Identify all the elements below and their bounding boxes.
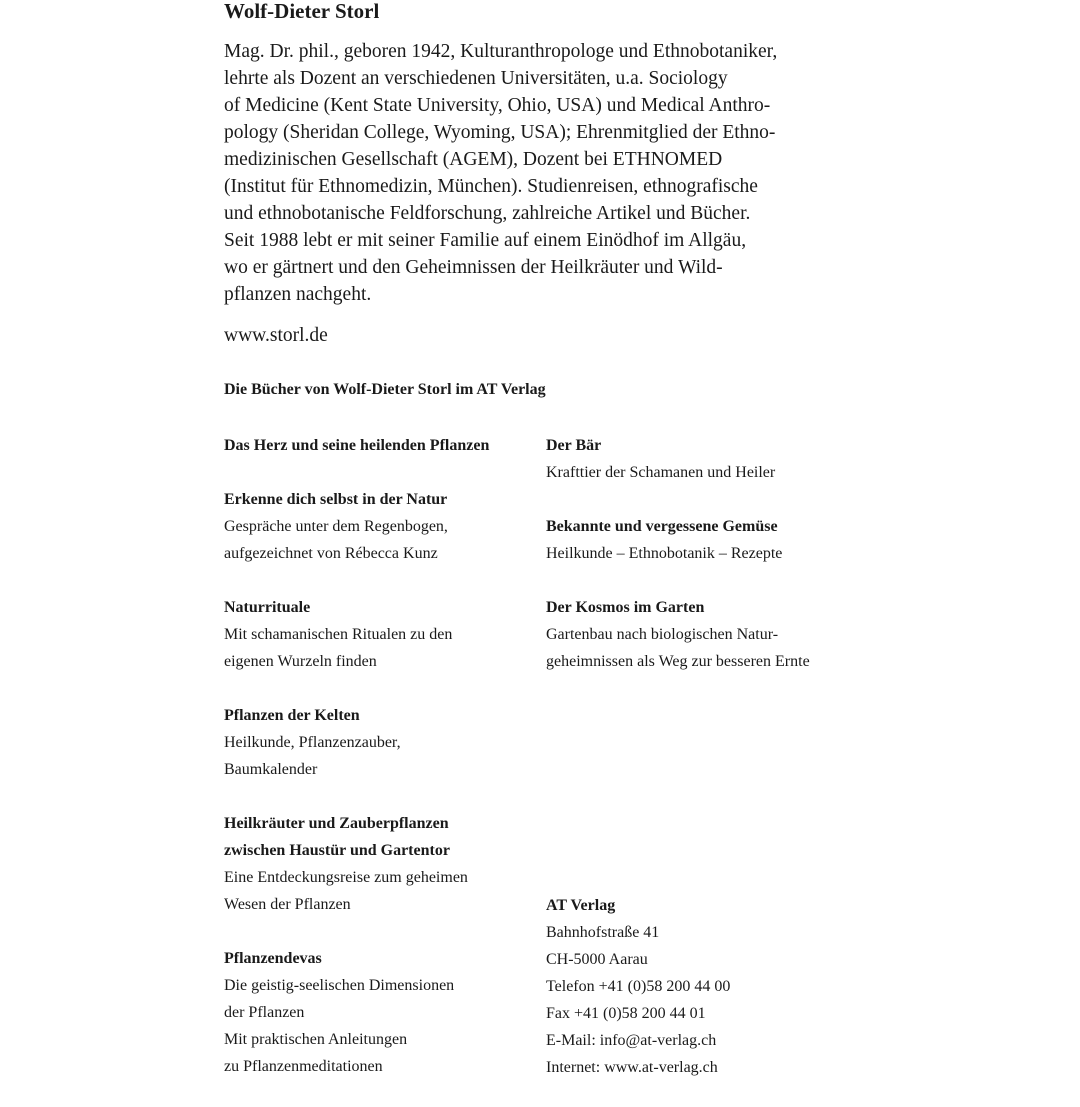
book-subtitle: aufgezeichnet von Rébecca Kunz [224, 545, 438, 562]
bio-line: Seit 1988 lebt er mit seiner Familie auf einem Einödhof im Allgäu, [224, 230, 747, 251]
book-title: Pflanzen der Kelten [224, 707, 360, 724]
book-entry [224, 594, 544, 675]
book-title: Erkenne dich selbst in der Natur [224, 491, 448, 508]
book-subtitle: Heilkunde, Pflanzenzauber, [224, 734, 401, 751]
book-entry [224, 810, 544, 918]
publisher-line: E-Mail: info@at-verlag.ch [546, 1032, 717, 1049]
book-title: Der Bär [546, 437, 602, 454]
books-heading: Die Bücher von Wolf-Dieter Storl im AT Verlag [224, 381, 546, 398]
book-subtitle: Die geistig-seelischen Dimensionen [224, 977, 455, 994]
book-subtitle: der Pflanzen [224, 1004, 305, 1021]
bio-line: pflanzen nachgeht. [224, 284, 372, 305]
book-subtitle: Heilkunde – Ethnobotanik – Rezepte [546, 545, 783, 562]
book-title: Der Kosmos im Garten [546, 599, 705, 616]
book-entry [224, 486, 544, 567]
book-title: Heilkräuter und Zauberpflanzen [224, 815, 449, 832]
book-entry [546, 432, 866, 486]
bio-line: und ethnobotanische Feldforschung, zahlreiche Artikel und Bücher. [224, 203, 751, 224]
bio-line: (Institut für Ethnomedizin, München). Studienreisen, ethnografische [224, 176, 758, 197]
book-subtitle: eigenen Wurzeln finden [224, 653, 377, 670]
publisher-line: Bahnhofstraße 41 [546, 924, 660, 941]
book-title: Naturrituale [224, 599, 311, 616]
book-subtitle: Mit praktischen Anleitungen [224, 1031, 408, 1048]
book-entry [546, 594, 866, 675]
book-entry [224, 432, 544, 459]
book-subtitle: Baumkalender [224, 761, 318, 778]
book-title: Pflanzendevas [224, 950, 322, 967]
author-website: www.storl.de [224, 325, 328, 346]
bio-line: pology (Sheridan College, Wyoming, USA); Ehrenmitglied der Ethno- [224, 122, 776, 143]
books-left-column [224, 432, 544, 1107]
book-title: Das Herz und seine heilenden Pflanzen [224, 437, 490, 454]
publisher-line: CH-5000 Aarau [546, 951, 648, 968]
author-bio [224, 38, 884, 308]
book-subtitle: Eine Entdeckungsreise zum geheimen [224, 869, 468, 886]
book-entry [546, 513, 866, 567]
book-subtitle: Gespräche unter dem Regenbogen, [224, 518, 448, 535]
publisher-name: AT Verlag [546, 897, 616, 914]
book-entry [224, 945, 544, 1080]
book-entry [224, 702, 544, 783]
bio-line: wo er gärtnert und den Geheimnissen der Heilkräuter und Wild- [224, 257, 723, 278]
publisher-line: Fax +41 (0)58 200 44 01 [546, 1005, 706, 1022]
publisher-line: Telefon +41 (0)58 200 44 00 [546, 978, 731, 995]
publisher-line: Internet: www.at-verlag.ch [546, 1059, 718, 1076]
book-subtitle: Wesen der Pflanzen [224, 896, 351, 913]
books-right-column [546, 432, 866, 702]
book-subtitle: Mit schamanischen Ritualen zu den [224, 626, 453, 643]
book-title: Bekannte und vergessene Gemüse [546, 518, 778, 535]
book-subtitle: Krafttier der Schamanen und Heiler [546, 464, 776, 481]
book-subtitle: geheimnissen als Weg zur besseren Ernte [546, 653, 810, 670]
bio-line: medizinischen Gesellschaft (AGEM), Dozent bei ETHNOMED [224, 149, 723, 170]
publisher-address [546, 892, 730, 1081]
book-subtitle: Gartenbau nach biologischen Natur- [546, 626, 779, 643]
bio-line: lehrte als Dozent an verschiedenen Universitäten, u.a. Sociology [224, 68, 728, 89]
book-subtitle: zu Pflanzenmeditationen [224, 1058, 383, 1075]
bio-line: of Medicine (Kent State University, Ohio, USA) und Medical Anthro- [224, 95, 771, 116]
author-name: Wolf-Dieter Storl [224, 0, 380, 23]
bio-line: Mag. Dr. phil., geboren 1942, Kulturanthropologe und Ethnobotaniker, [224, 41, 778, 62]
book-title: zwischen Haustür und Gartentor [224, 842, 450, 859]
